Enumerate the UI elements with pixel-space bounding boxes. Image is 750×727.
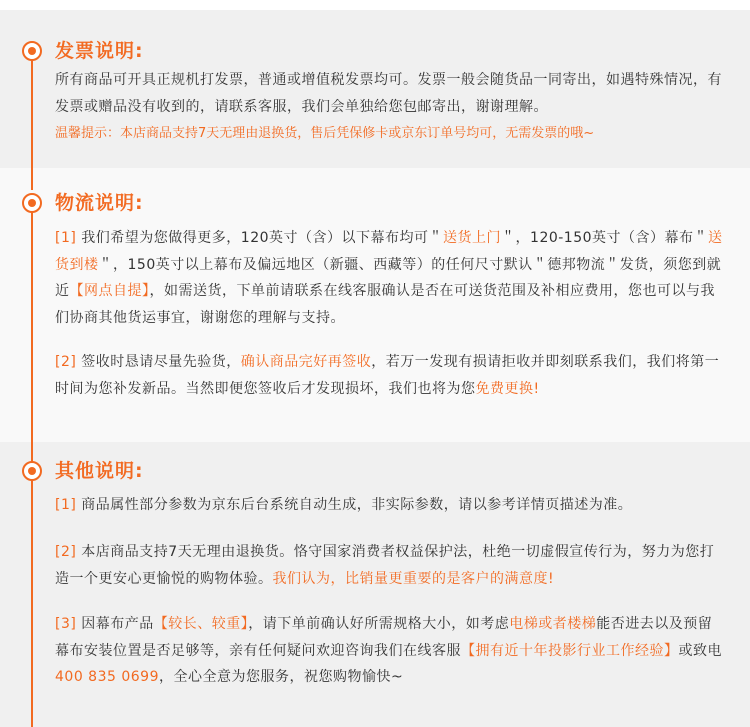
item-number: [2] (55, 354, 77, 370)
timeline-marker-icon (22, 193, 42, 213)
item-number: [3] (55, 616, 77, 632)
text: 或致电 (678, 642, 722, 659)
timeline-marker-icon (22, 461, 42, 481)
highlight: 送货到楼 (55, 230, 723, 273)
text: 我们希望为您做得更多，120英寸（含）以下幕布均可＂ (81, 230, 444, 246)
text: 签收时恳请尽量先验货， (81, 354, 241, 370)
logistics-title: 物流说明: (55, 192, 144, 214)
timeline-line (31, 212, 33, 462)
timeline-line (31, 480, 33, 727)
text: 能否进去以及预留幕布安装位置是否足够等，亲有任何疑问欢迎咨询我们在线客服 (55, 616, 713, 659)
text: 因幕布产品 (81, 616, 154, 632)
invoice-text (55, 67, 725, 148)
timeline-line (31, 60, 33, 190)
text: 商品属性部分参数为京东后台系统自动生成，非实际参数，请以参考详情页描述为准。 (81, 497, 633, 513)
highlight: 【较长、较重】 (153, 616, 249, 632)
other-paragraph-2 (55, 539, 725, 592)
other-paragraph-3 (55, 611, 725, 691)
invoice-body: 所有商品可开具正规机打发票，普通或增值税发票均可。发票一般会随货品一同寄出，如遇特殊情况，有发票或赠品没有收到的，请联系客服，我们会单独给您包邮寄出，谢谢理解。 (55, 72, 722, 115)
phone-number: 400 835 0699 (55, 669, 159, 685)
logistics-paragraph-1 (55, 225, 725, 331)
text: ，请下单前确认好所需规格大小，如考虑 (248, 616, 510, 632)
invoice-title: 发票说明: (55, 40, 144, 62)
item-number: [1] (55, 230, 77, 246)
highlight: 免费更换! (475, 380, 540, 397)
highlight: 送货上门 (443, 230, 502, 246)
highlight: 【拥有近十年投影行业工作经验】 (461, 642, 679, 659)
highlight: 确认商品完好再签收 (240, 354, 372, 370)
highlight: 电梯或者楼梯 (509, 616, 597, 632)
text: ，全心全意为您服务，祝您购物愉快~ (158, 669, 404, 685)
other-title: 其他说明: (55, 460, 144, 482)
logistics-paragraph-2 (55, 349, 725, 402)
highlight: 我们认为，比销量更重要的是客户的满意度! (272, 570, 555, 587)
text: ，如需送货，下单前请联系在线客服确认是否在可送货范围及补相应费用，您也可以与我们协商其他货运事宜，谢谢您的理解与支持。 (55, 283, 715, 326)
item-number: [1] (55, 497, 77, 513)
top-strip (0, 0, 750, 10)
text: 本店商品支持7天无理由退换货。恪守国家消费者权益保护法，杜绝一切虚假宣传行为，努力为您打造一个更安心更愉悦的购物体验。 (55, 544, 715, 587)
highlight: 【网点自提】 (69, 283, 150, 299)
invoice-tip: 温馨提示：本店商品支持7天无理由退换货，售后凭保修卡或京东订单号均可，无需发票的哦~ (55, 126, 595, 141)
item-number: [2] (55, 544, 77, 560)
text: ，若万一发现有损请拒收并即刻联系我们，我们将第一时间为您补发新品。当然即便您签收后才发现损坏，我们也将为您 (55, 354, 720, 397)
text: ＂，120-150英寸（含）幕布＂ (501, 230, 709, 246)
text: ＂，150英寸以上幕布及偏远地区（新疆、西藏等）的任何尺寸默认＂德邦物流＂发货，须您到就近 (55, 256, 722, 299)
other-paragraph-1 (55, 492, 725, 519)
timeline-marker-icon (22, 41, 42, 61)
